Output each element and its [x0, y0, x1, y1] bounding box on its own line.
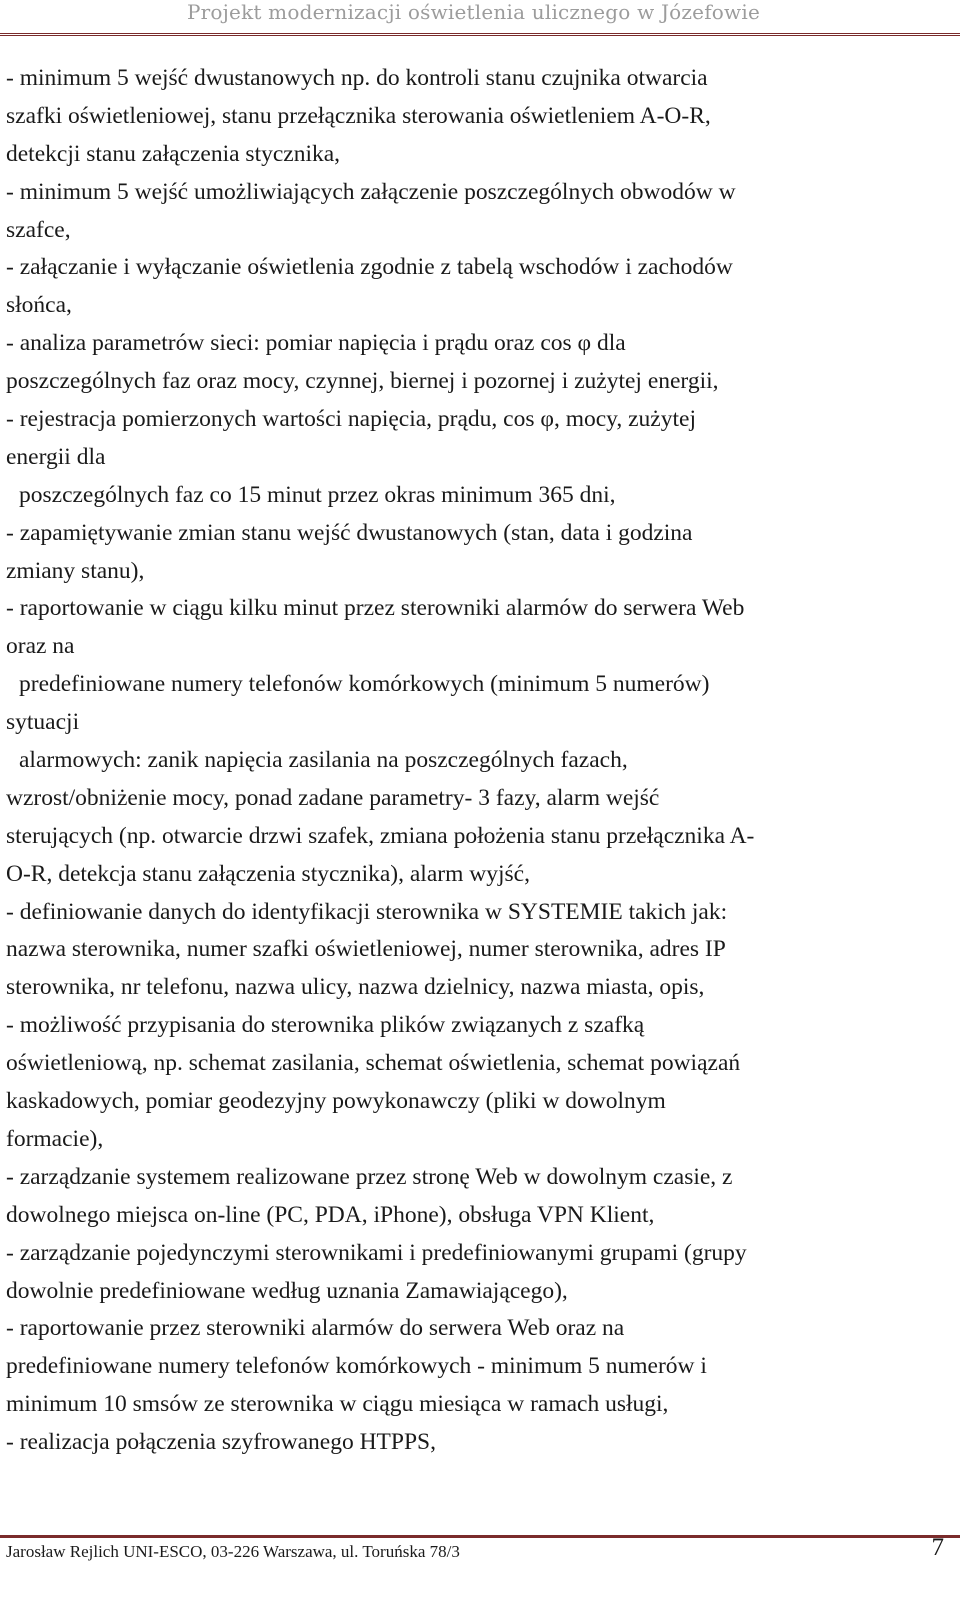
body-line: sterujących (np. otwarcie drzwi szafek, zmiana położenia stanu przełącznika A- [6, 822, 755, 849]
body-line: dowolnie predefiniowane według uznania Zamawiającego), [6, 1277, 568, 1304]
body-line: - zarządzanie systemem realizowane przez stronę Web w dowolnym czasie, z [6, 1163, 733, 1190]
body-line: zmiany stanu), [6, 557, 145, 584]
body-line: oraz na [6, 633, 75, 660]
body-line: kaskadowych, pomiar geodezyjny powykonawczy (pliki w dowolnym [6, 1088, 666, 1115]
body-line: alarmowych: zanik napięcia zasilania na poszczególnych fazach, [19, 747, 628, 774]
body-line: - załączanie i wyłączanie oświetlenia zgodnie z tabelą wschodów i zachodów [6, 254, 733, 281]
page-header [0, 0, 960, 36]
body-line: detekcji stanu załączenia stycznika, [6, 140, 341, 167]
footer-rule [0, 1535, 960, 1538]
body-line: - zapamiętywanie zmian stanu wejść dwustanowych (stan, data i godzina [6, 519, 693, 546]
body-line: sytuacji [6, 709, 80, 736]
body-line: - raportowanie w ciągu kilku minut przez sterowniki alarmów do serwera Web [6, 595, 745, 622]
body-line: predefiniowane numery telefonów komórkowych - minimum 5 numerów i [6, 1353, 707, 1380]
body-line: - rejestracja pomierzonych wartości napięcia, prądu, cos φ, mocy, zużytej [6, 406, 696, 433]
document-body [6, 60, 946, 1462]
body-line: poszczególnych faz oraz mocy, czynnej, biernej i pozornej i zużytej energii, [6, 368, 719, 395]
body-line: dowolnego miejsca on-line (PC, PDA, iPhone), obsługa VPN Klient, [6, 1201, 655, 1228]
body-line: energii dla [6, 443, 106, 470]
body-line: wzrost/obniżenie mocy, ponad zadane parametry- 3 fazy, alarm wejść [6, 784, 660, 811]
body-line: słońca, [6, 292, 72, 319]
body-line: - analiza parametrów sieci: pomiar napięcia i prądu oraz cos φ dla [6, 330, 626, 357]
body-line: O-R, detekcja stanu załączenia stycznika), alarm wyjść, [6, 860, 530, 887]
footer-address: Jarosław Rejlich UNI-ESCO, 03-226 Warszawa, ul. Toruńska 78/3 [6, 1542, 460, 1561]
body-line: - minimum 5 wejść umożliwiających załączenie poszczególnych obwodów w [6, 178, 736, 205]
body-line: poszczególnych faz co 15 minut przez okras minimum 365 dni, [19, 481, 616, 508]
body-line: - zarządzanie pojedynczymi sterownikami i predefiniowanymi grupami (grupy [6, 1239, 747, 1266]
body-line: minimum 10 smsów ze sterownika w ciągu miesiąca w ramach usługi, [6, 1391, 669, 1418]
header-rule [0, 33, 960, 36]
body-line: predefiniowane numery telefonów komórkowych (minimum 5 numerów) [19, 671, 710, 698]
body-line: - możliwość przypisania do sterownika plików związanych z szafką [6, 1012, 645, 1039]
body-line: szafce, [6, 216, 71, 243]
body-line: - realizacja połączenia szyfrowanego HTPPS, [6, 1429, 436, 1456]
body-line: szafki oświetleniowej, stanu przełącznika sterowania oświetleniem A-O-R, [6, 102, 711, 129]
body-line: - minimum 5 wejść dwustanowych np. do kontroli stanu czujnika otwarcia [6, 65, 708, 91]
header-title: Projekt modernizacji oświetlenia ulicznego w Józefowie [186, 0, 760, 24]
body-line: nazwa sterownika, numer szafki oświetleniowej, numer sterownika, adres IP [6, 936, 726, 963]
body-line: sterownika, nr telefonu, nazwa ulicy, nazwa dzielnicy, nazwa miasta, opis, [6, 974, 705, 1001]
body-line: - raportowanie przez sterowniki alarmów do serwera Web oraz na [6, 1315, 625, 1342]
page-number: 7 [931, 1534, 944, 1561]
body-line: - definiowanie danych do identyfikacji sterownika w SYSTEMIE takich jak: [6, 898, 728, 925]
body-line: formacie), [6, 1125, 104, 1152]
body-line: oświetleniową, np. schemat zasilania, schemat oświetlenia, schemat powiązań [6, 1050, 741, 1077]
